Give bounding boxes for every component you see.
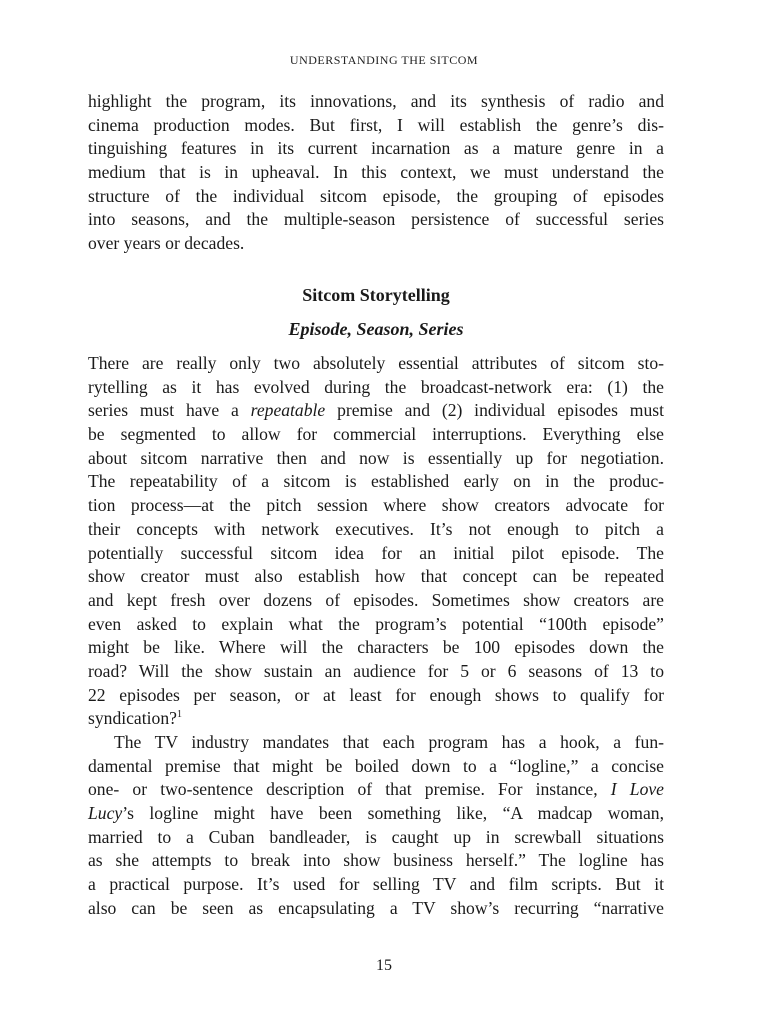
- section-heading: Sitcom Storytelling: [302, 285, 450, 305]
- text-segment: premise and (2) individual episodes must: [325, 400, 665, 421]
- text-line: cinema production modes. But first, I will establish the genre’s dis-: [88, 114, 664, 135]
- text-line: as she attempts to break into show business herself.” The logline has: [88, 850, 664, 871]
- text-line: and kept fresh over dozens of episodes. Sometimes show creators are: [88, 589, 664, 610]
- text-line: their concepts with network executives. It’s not enough to pitch a: [88, 518, 664, 539]
- text-line: [88, 707, 664, 731]
- text-line: [88, 802, 664, 826]
- text-line: potentially successful sitcom idea for an initial pilot episode. The: [88, 542, 664, 563]
- text-line: married to a Cuban bandleader, is caught up in screwball situations: [88, 826, 664, 847]
- text-line: might be like. Where will the characters be 100 episodes down the: [88, 637, 664, 658]
- paragraph-2: [88, 352, 664, 921]
- text-line: over years or decades.: [88, 233, 245, 254]
- text-line: tinguishing features in its current incarnation as a mature genre in a: [88, 138, 664, 159]
- text-line: show creator must also establish how that concept can be repeated: [88, 566, 664, 587]
- footnote-marker[interactable]: 1: [176, 709, 182, 721]
- title-text: Lucy: [88, 803, 123, 824]
- text-line: structure of the individual sitcom episode, the grouping of episodes: [88, 185, 664, 206]
- text-line: [88, 399, 664, 423]
- text-line: damental premise that might be boiled down to a “logline,” a concise: [88, 755, 664, 776]
- page-number: 15: [376, 957, 392, 974]
- text-segment: series must have a: [88, 400, 251, 421]
- running-head: UNDERSTANDING THE SITCOM: [289, 53, 479, 67]
- text-line: about sitcom narrative then and now is essentially up for negotiation.: [88, 447, 664, 468]
- title-text: I Love: [610, 779, 664, 800]
- text-line: road? Will the show sustain an audience for 5 or 6 seasons of 13 to: [88, 660, 664, 681]
- text-line: [88, 778, 664, 802]
- text-line: also can be seen as encapsulating a TV show’s recurring “narrative: [88, 897, 664, 918]
- text-segment: one- or two-sentence description of that premise. For instance,: [88, 779, 611, 800]
- text-line: a practical purpose. It’s used for selling TV and film scripts. But it: [88, 874, 664, 895]
- text-line: The TV industry mandates that each program has a hook, a fun-: [114, 732, 664, 752]
- section-subheading: Episode, Season, Series: [288, 319, 464, 339]
- text-line: medium that is in upheaval. In this context, we must understand the: [88, 162, 664, 183]
- emphasis-text: repeatable: [250, 400, 326, 421]
- text-line: highlight the program, its innovations, and its synthesis of radio and: [88, 91, 664, 111]
- text-line: 22 episodes per season, or at least for enough shows to qualify for: [88, 684, 664, 705]
- text-segment: ’s logline might have been something like, “A madcap woman,: [122, 803, 664, 824]
- text-line: even asked to explain what the program’s potential “100th episode”: [88, 613, 664, 634]
- text-line: be segmented to allow for commercial interruptions. Everything else: [88, 424, 664, 445]
- text-line: rytelling as it has evolved during the broadcast-network era: (1) the: [88, 376, 664, 397]
- paragraph-1: [88, 90, 664, 256]
- text-line: tion process—at the pitch session where show creators advocate for: [88, 495, 664, 516]
- text-line: into seasons, and the multiple-season persistence of successful series: [88, 209, 664, 230]
- text-line: There are really only two absolutely essential attributes of sitcom sto-: [88, 353, 664, 373]
- text-segment: syndication?: [88, 708, 177, 729]
- text-line: The repeatability of a sitcom is established early on in the produc-: [88, 471, 664, 492]
